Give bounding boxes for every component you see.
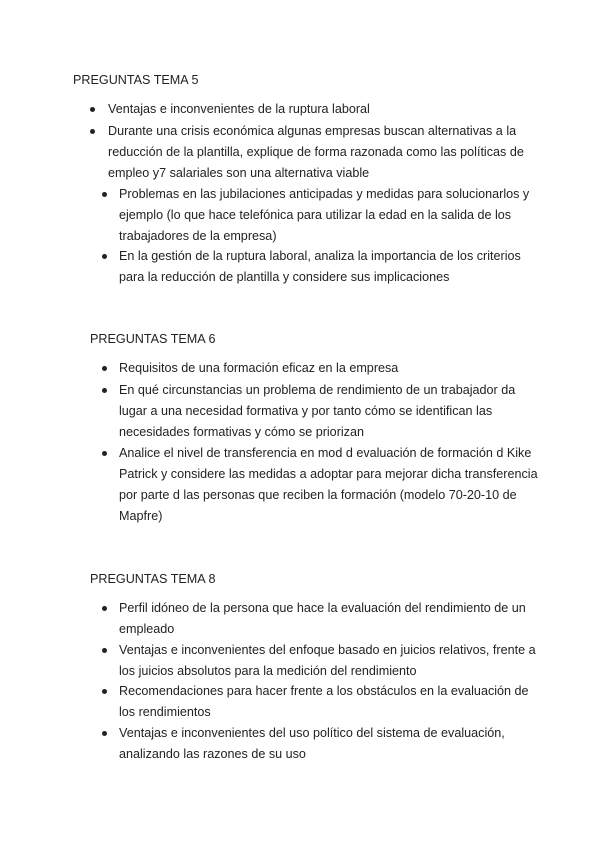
list-item: En qué circunstancias un problema de rendimiento de un trabajador da lugar a una necesidad formativa y por tanto cómo se identifican las necesidades formativas y cómo se priorizan	[119, 380, 549, 443]
bullet-icon	[102, 451, 107, 456]
section-title: PREGUNTAS TEMA 8	[90, 572, 216, 586]
bullet-icon	[102, 192, 107, 197]
list-item: Ventajas e inconvenientes de la ruptura laboral	[108, 99, 548, 120]
list-item: Recomendaciones para hacer frente a los obstáculos en la evaluación de los rendimientos	[119, 681, 549, 723]
bullet-icon	[102, 254, 107, 259]
bullet-icon	[102, 731, 107, 736]
list-item: Requisitos de una formación eficaz en la empresa	[119, 358, 549, 379]
list-item: Ventajas e inconvenientes del enfoque basado en juicios relativos, frente a los juicios absolutos para la medición del rendimiento	[119, 640, 549, 682]
bullet-icon	[102, 388, 107, 393]
section-title: PREGUNTAS TEMA 6	[90, 332, 216, 346]
bullet-icon	[102, 648, 107, 653]
list-item: Durante una crisis económica algunas empresas buscan alternativas a la reducción de la plantilla, explique de forma razonada como las políticas de empleo y7 salariales son una alternativa viable	[108, 121, 548, 184]
list-item: Analice el nivel de transferencia en mod d evaluación de formación d Kike Patrick y considere las medidas a adoptar para mejorar dicha transferencia por parte d las personas que reciben la formación (modelo 70-20-10 de Mapfre)	[119, 443, 549, 527]
bullet-icon	[90, 107, 95, 112]
list-item: Problemas en las jubilaciones anticipadas y medidas para solucionarlos y ejemplo (lo que hace telefónica para utilizar la edad en la salida de los trabajadores de la empresa)	[119, 184, 549, 247]
section-title: PREGUNTAS TEMA 5	[73, 73, 199, 87]
bullet-icon	[102, 606, 107, 611]
list-item: Ventajas e inconvenientes del uso político del sistema de evaluación, analizando las razones de su uso	[119, 723, 549, 765]
list-item: En la gestión de la ruptura laboral, analiza la importancia de los criterios para la reducción de plantilla y considere sus implicaciones	[119, 246, 549, 288]
list-item: Perfil idóneo de la persona que hace la evaluación del rendimiento de un empleado	[119, 598, 549, 640]
bullet-icon	[102, 689, 107, 694]
bullet-icon	[102, 366, 107, 371]
bullet-icon	[90, 129, 95, 134]
